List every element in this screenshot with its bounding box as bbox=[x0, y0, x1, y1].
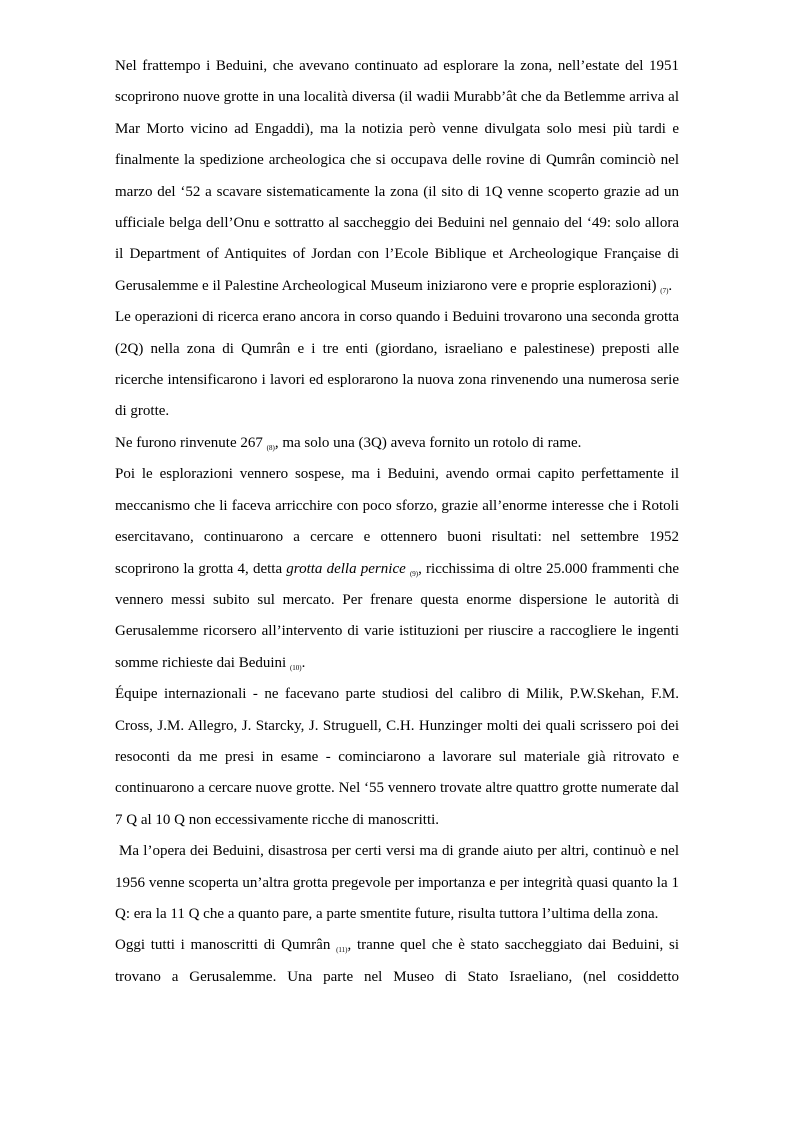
paragraph-3-text: Ne furono rinvenute 267 bbox=[115, 434, 267, 451]
paragraph-4 bbox=[115, 459, 679, 679]
italic-term-grotta-della-pernice: grotta della pernice bbox=[286, 560, 406, 577]
paragraph-5 bbox=[115, 679, 679, 836]
paragraph-3-end: , ma solo una (3Q) aveva fornito un rotolo di rame. bbox=[274, 434, 582, 451]
paragraph-6-text: Ma l’opera dei Beduini, disastrosa per certi versi ma di grande aiuto per altri, continuò e nel 1956 venne scoperta un’altra grotta pregevole per importanza e per integrità quasi quanto la 1 Q: era la 11 Q che a quanto pare, a parte smentite future, risulta tuttora l’ultima della zona. bbox=[115, 843, 679, 922]
paragraph-7-text-cont: , tranne quel che è stato saccheggiato dai Beduini, si trovano a Gerusalemme. Una parte nel Museo di Stato Israeliano, (nel cosiddetto bbox=[115, 937, 679, 985]
paragraph-4-end: . bbox=[301, 654, 306, 671]
paragraph-6 bbox=[115, 836, 679, 930]
paragraph-1 bbox=[115, 51, 679, 302]
paragraph-4-text-cont: , ricchissima di oltre 25.000 frammenti che vennero messi subito sul mercato. Per frenare questa enorme dispersione le autorità di Gerusalemme ricorsero all’intervento di varie istituzioni per riuscire a raccogliere le ingenti somme richieste dai Beduini bbox=[115, 560, 679, 671]
footnote-ref-7: (7) bbox=[660, 286, 669, 295]
footnote-ref-9: (9) bbox=[409, 569, 419, 578]
paragraph-5-text: Équipe internazionali - ne facevano parte studiosi del calibro di Milik, P.W.Skehan, F.M. Cross, J.M. Allegro, J. Starcky, J. Struguell, C.H. Hunzinger molti dei quali scrissero poi dei resoconti da me presi in esame - cominciarono a lavorare sul materiale già ritrovato e continuarono a cercare nuove grotte. Nel ‘55 vennero trovate altre quattro grotte numerate dal 7 Q al 10 Q non eccessivamente ricche di manoscritti. bbox=[115, 686, 679, 828]
footnote-ref-11: (11) bbox=[336, 946, 348, 955]
paragraph-1-end: . bbox=[668, 277, 673, 294]
paragraph-7-text: Oggi tutti i manoscritti di Qumrân bbox=[115, 937, 337, 954]
paragraph-1-text: Nel frattempo i Beduini, che avevano continuato ad esplorare la zona, nell’estate del 1951 scoprirono nuove grotte in una località diversa (il wadii Murabb’ât che da Betlemme arriva al Mar Morto vicino ad Engaddi), ma la notizia però venne divulgata solo mesi più tardi e finalmente la spedizione archeologica che si occupava delle rovine di Qumrân cominciò nel marzo del ‘52 a scavare sistematicamente la zona (il sito di 1Q venne scoperto grazie ad un ufficiale belga dell’Onu e sottratto al saccheggio dei Beduini nel gennaio del ‘49: solo allora il Department of Antiquites of Jordan con l’Ecole Biblique et Archeologique Française di Gerusalemme e il Palestine Archeological Museum iniziarono vere e proprie esplorazioni) bbox=[115, 58, 679, 294]
body-text bbox=[115, 51, 679, 993]
paragraph-7 bbox=[115, 930, 679, 993]
footnote-ref-8: (8) bbox=[266, 443, 275, 452]
paragraph-3 bbox=[115, 428, 679, 459]
footnote-ref-10: (10) bbox=[289, 663, 302, 672]
paragraph-4-text: Poi le esplorazioni vennero sospese, ma i Beduini, avendo ormai capito perfettamente il meccanismo che li faceva arricchire con poco sforzo, grazie all’enorme interesse che i Rotoli esercitavano, continuarono a cercare e ottennero buoni risultati: nel settembre 1952 scoprirono la grotta 4, detta bbox=[115, 466, 679, 577]
paragraph-2 bbox=[115, 302, 679, 428]
paragraph-2-text: Le operazioni di ricerca erano ancora in corso quando i Beduini trovarono una seconda grotta (2Q) nella zona di Qumrân e i tre enti (giordano, israeliano e palestinese) preposti alle ricerche intensificarono i lavori ed esplorarono la nuova zona rinvenendo una numerosa serie di grotte. bbox=[115, 309, 679, 420]
